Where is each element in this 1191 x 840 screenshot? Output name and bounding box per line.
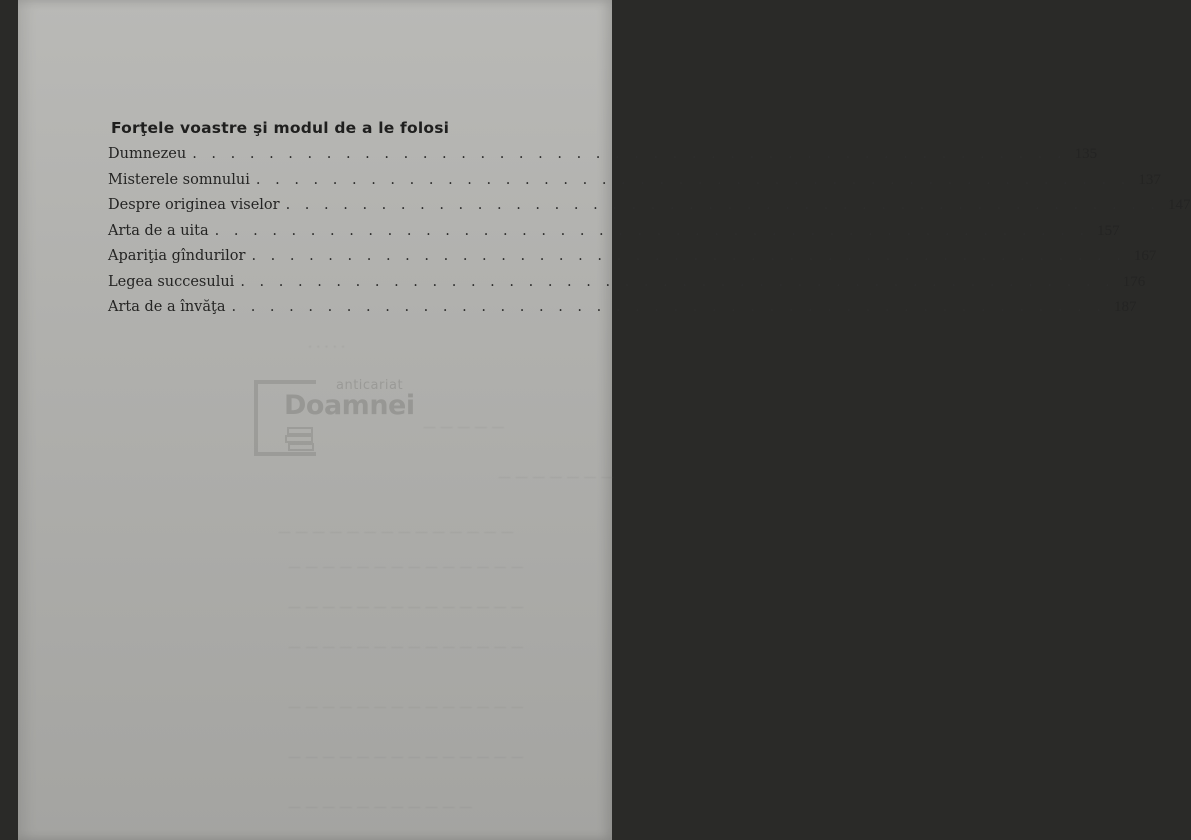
toc-entry-page: 157 bbox=[1097, 222, 1120, 239]
bleed-through-text: — — — — — — — — — — — — — — bbox=[288, 700, 524, 715]
dot-leader: . . . . . . . . . . . . . . . . . . . . . . . . . . . . . . . . . . . . . . . . . . . . . . bbox=[255, 171, 1131, 188]
watermark-main-text: Doamnei bbox=[284, 390, 415, 421]
toc-entry-title: Legea succesului bbox=[108, 273, 235, 290]
toc-entry bbox=[108, 299, 1137, 325]
toc-entry-title: Despre originea viselor bbox=[108, 197, 280, 213]
toc-entry bbox=[108, 273, 1146, 300]
watermark-logo bbox=[254, 378, 424, 458]
toc-entry bbox=[108, 171, 1161, 198]
dot-leader: . . . . . . . . . . . . . . . . . . . . . . . . . . . . . . . . . . . . . . . . . . . . . . bbox=[231, 299, 1106, 315]
toc-entry-page: 176 bbox=[1122, 273, 1146, 290]
table-of-contents bbox=[108, 146, 1191, 325]
bleed-through-text: — — — — — — — — — — — — — — bbox=[288, 750, 524, 765]
dot-leader: . . . . . . . . . . . . . . . . . . . . . . . . . . . . . . . . . . . . . . . . . . . . . . bbox=[285, 197, 1161, 213]
dot-leader: . . . . . . . . . . . . . . . . . . . . . . . . . . . . . . . . . . . . . . . . . . . . . . bbox=[240, 273, 1115, 290]
toc-entry-page: 187 bbox=[1113, 299, 1137, 315]
books-icon bbox=[286, 426, 316, 452]
toc-entry-page: 147 bbox=[1168, 197, 1191, 213]
watermark-top-text: anticariat bbox=[336, 378, 404, 393]
bleed-through-text: — — — — — — — — — — — — — — bbox=[288, 640, 524, 655]
toc-entry bbox=[108, 248, 1157, 274]
bleed-through-text: — — — — — — — — — — — — — — bbox=[288, 600, 524, 615]
toc-entry-title: Dumnezeu bbox=[108, 146, 187, 162]
bleed-through-text: — — — — — — — — — — — bbox=[288, 800, 473, 815]
toc-entry bbox=[108, 197, 1191, 223]
bleed-through-text: — — — — — — — bbox=[498, 470, 614, 485]
dot-leader: . . . . . . . . . . . . . . . . . . . . . . . . . . . . . . . . . . . . . . . . . . . . . . bbox=[192, 146, 1067, 162]
dot-leader: . . . . . . . . . . . . . . . . . . . . . . . . . . . . . . . . . . . . . . . . . . . . . . bbox=[251, 248, 1126, 264]
toc-entry-title: Apariţia gîndurilor bbox=[108, 248, 246, 264]
toc-entry bbox=[108, 146, 1098, 172]
section-heading: Forţele voastre şi modul de a le folosi bbox=[111, 119, 450, 137]
toc-entry-title: Arta de a uita bbox=[108, 222, 209, 239]
toc-entry-page: 137 bbox=[1138, 171, 1161, 188]
dot-leader: . . . . . . . . . . . . . . . . . . . . . . . . . . . . . . . . . . . . . . . . . . . . . . bbox=[214, 222, 1090, 239]
bleed-through-text: — — — — — — — — — — — — — — bbox=[278, 525, 514, 540]
toc-entry-title: Misterele somnului bbox=[108, 171, 250, 188]
bleed-through-text: — — — — — bbox=[423, 420, 505, 435]
bleed-through-text: — — — — — — — — — — — — — — bbox=[288, 560, 524, 575]
toc-entry-title: Arta de a învăţa bbox=[108, 299, 226, 315]
toc-entry-page: 135 bbox=[1074, 146, 1098, 162]
bleed-through-text: · · · · · bbox=[308, 340, 346, 355]
toc-entry bbox=[108, 222, 1120, 249]
book-page bbox=[18, 0, 1191, 840]
toc-entry-page: 167 bbox=[1133, 248, 1157, 264]
